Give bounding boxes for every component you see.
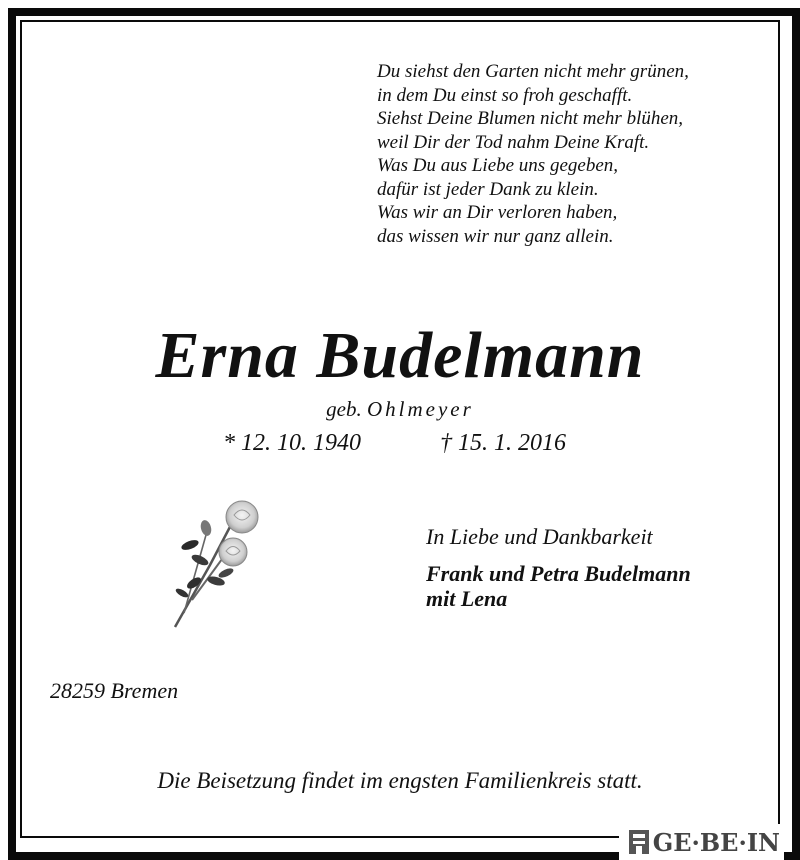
publisher-logo xyxy=(619,824,784,860)
location: 28259 Bremen xyxy=(50,678,179,703)
mourners-line: Frank und Petra Budelmann xyxy=(426,561,691,586)
death-date: † 15. 1. 2016 xyxy=(440,430,566,456)
memorial-poem xyxy=(377,60,689,248)
maiden-prefix: geb. xyxy=(326,397,362,421)
poem-line: Was Du aus Liebe uns gegeben, xyxy=(377,155,618,176)
maiden-name-line xyxy=(0,397,800,422)
poem-line: Was wir an Dir verloren haben, xyxy=(377,202,618,223)
gebein-logo-icon xyxy=(627,828,653,856)
mourners-names xyxy=(426,561,691,611)
poem-line: Siehst Deine Blumen nicht mehr blühen, xyxy=(377,108,684,129)
poem-line: dafür ist jeder Dank zu klein. xyxy=(377,178,599,200)
birth-date: * 12. 10. 1940 xyxy=(223,430,361,456)
rose-icon xyxy=(170,495,270,635)
mourners-line: mit Lena xyxy=(426,586,508,611)
poem-line: in dem Du einst so froh geschafft. xyxy=(377,84,633,106)
burial-note: Die Beisetzung findet im engsten Familienkreis statt. xyxy=(157,768,643,793)
poem-line: das wissen wir nur ganz allein. xyxy=(377,225,614,247)
deceased-name: Erna Budelmann xyxy=(155,319,645,392)
poem-line: Du siehst den Garten nicht mehr grünen, xyxy=(377,61,689,82)
poem-line: weil Dir der Tod nahm Deine Kraft. xyxy=(377,131,650,153)
maiden-name: Ohlmeyer xyxy=(367,397,474,421)
logo-text: GE·BE·IN xyxy=(652,827,780,857)
mourners-intro: In Liebe und Dankbarkeit xyxy=(426,524,653,549)
